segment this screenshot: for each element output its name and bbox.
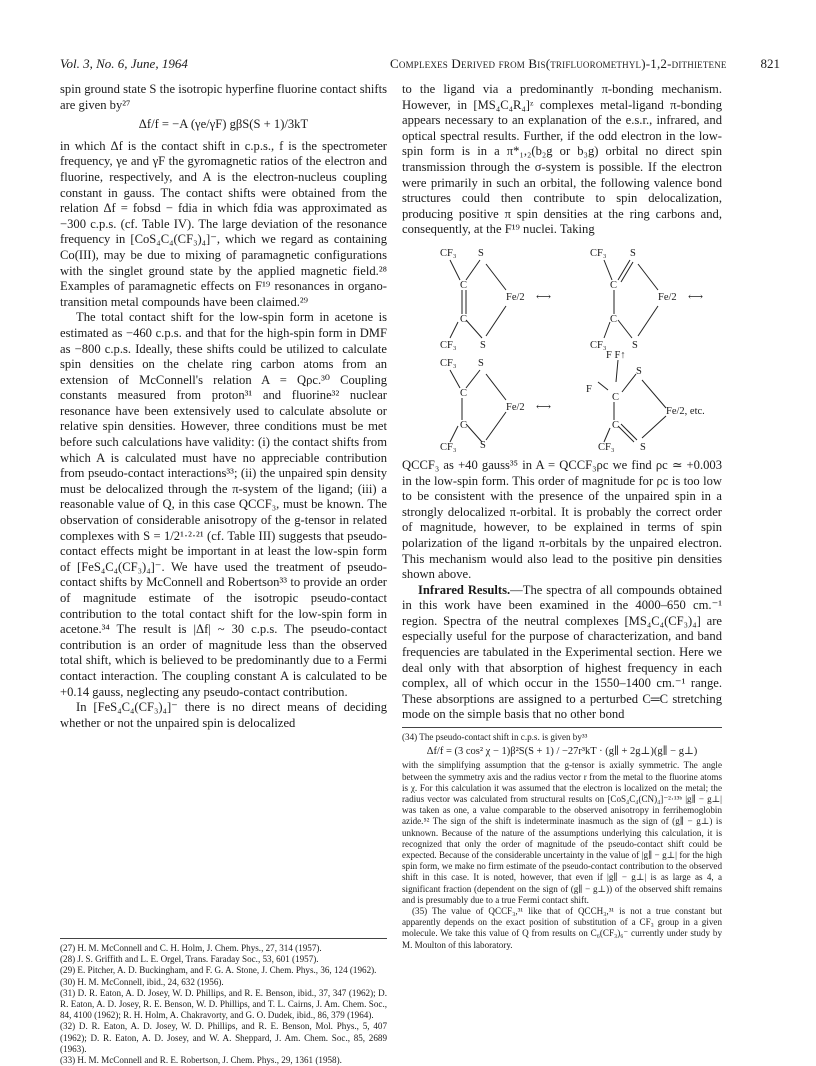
paragraph-body: —The spectra of all compounds obtained in this work have been examined in the 4000–650 cm.⁻¹ region. Spectra of the neutral complexes [MS₄C₄(CF₃)₄] are especially useful for the purpose of characterization, and band frequencies are tabulated in the Experimental section. Here we deal only with that absorption of highest frequency in each complex, all of which occur in the 1550–1400 cm.⁻¹ range. These absorptions are assigned to a perturbed C═C stretching mode on the simple basis that no other bond [402, 582, 722, 722]
resonance-arrow: ⟷ [536, 291, 552, 303]
resonance-arrow: ⟷ [536, 401, 552, 413]
carbon-label: C [612, 391, 620, 403]
paragraph: in which Δf is the contact shift in c.p.s., f is the spectrometer frequency, γe and γF the gyromagnetic ratios of the electron and fluorine, respectively, and A is the electron-nucleus coupling constant in gauss. The contact shifts were obtained from the relation Δf = fobsd − fdia in which fdia was approximated as −300 c.p.s. (cf. Table IV). The large deviation of the resonance frequency in [CoS₄C₄(CF₃)₄]⁻, which we regard as containing Co(III), may be due to mixing of paramagnetic configurations with the singlet ground state by the applied magnetic field.²⁸ Examples of paramagnetic effects on F¹⁹ resonances in organo-transition metal compounds have been claimed.²⁹ [60, 138, 387, 309]
iron-label: Fe/2 [658, 291, 677, 303]
left-column [60, 82, 387, 731]
sulfur-label: S [478, 357, 484, 369]
sulfur-label: S [630, 247, 636, 259]
valence-bond-structures [402, 242, 722, 452]
right-column [402, 82, 722, 951]
reference: (32) D. R. Eaton, A. D. Josey, W. D. Phillips, and R. E. Benson, Mol. Phys., 5, 407 (1962); D. R. Eaton, A. D. Josey, and W. A. Sheppard, J. Am. Chem. Soc., 85, 2689 (1963). [60, 1021, 387, 1054]
reference: (29) E. Pitcher, A. D. Buckingham, and F. G. A. Stone, J. Chem. Phys., 36, 124 (1962). [60, 965, 377, 976]
sulfur-label: S [480, 339, 486, 351]
cf3-label: CF₃ [590, 339, 607, 351]
footnote-34-text: with the simplifying assumption that the g-tensor is axially symmetric. The angle between the symmetry axis and the radius vector r from the metal to the fluorine atoms is χ. For this calculation it was assumed that the electron is localized on the metal; the radius vector was calculated from structural results on [CoS₄C₄(CN)₄]⁻²·¹³ᵇ |g∥ − g⊥| was taken as one, a value comparable to the observed anisotropy in ferrihemoglobin azide.⁵² The sign of the shift is indeterminate inasmuch as the sign of (g∥ − g⊥) is unknown. Because of the nature of the assumptions underlying this calculation, it is recognized that only the order of magnitude of the pseudo-contact shift could be expected. Because of the considerable uncertainty in the value of |g∥ − g⊥| for the high spin form, we make no firm estimate of the pseudo-contact contribution to the observed shift in this case. It is noted, however, that even if |g∥ − g⊥| is as large as 4, a significant fraction (dependent on the sign of (g∥ − g⊥)) of the observed shift remains and is presumably due to a true Fermi contact shift. [402, 760, 722, 905]
paragraph: spin ground state S the isotropic hyperfine fluorine contact shifts are given by²⁷ [60, 82, 387, 112]
paragraph: In [FeS₄C₄(CF₃)₄]⁻ there is no direct means of deciding whether or not the unpaired spin is delocalized [60, 700, 387, 730]
cf3-label: CF₃ [440, 357, 457, 369]
pseudo-contact-equation: Δf/f = (3 cos² χ − 1)β²S(S + 1) / −27r³kT · (g∥ + 2g⊥)(g∥ − g⊥) [426, 746, 698, 758]
paragraph [402, 583, 722, 723]
iron-label: Fe/2 [506, 291, 525, 303]
paragraph: QCCF₃ as +40 gauss³⁵ in A = QCCF₃ρc we find ρc ≃ +0.003 in the low-spin form. This order of magnitude for ρc is too low to be consistent with the presence of the unpaired spin in a strongly delocalized π-orbital. It is probably the correct order of magnitude, however, to be explained in terms of spin polarization of the ligand π-orbitals by the unpaired electron. This mechanism would also lead to the positive pin densities shown above. [402, 457, 722, 582]
reference: (33) H. M. McConnell and R. E. Robertson, J. Chem. Phys., 29, 1361 (1958). [60, 1055, 342, 1066]
reference: (28) J. S. Griffith and L. E. Orgel, Trans. Faraday Soc., 53, 601 (1957). [60, 954, 319, 965]
page-number: 821 [760, 56, 780, 71]
carbon-label: C [460, 313, 468, 325]
references-list [60, 938, 387, 1066]
iron-etc-label: Fe/2, etc. [666, 405, 705, 417]
running-title: Complexes Derived from Bis(trifluoromethyl)-1,2-dithietene [390, 56, 727, 71]
fluorine-labels: F F↑ [606, 349, 626, 361]
cf3-label: CF₃ [590, 247, 607, 259]
sulfur-label: S [632, 339, 638, 351]
sulfur-label: S [478, 247, 484, 259]
fluorine-label: F [586, 383, 592, 395]
sulfur-label: S [640, 441, 646, 453]
footnote-34-intro: (34) The pseudo-contact shift in c.p.s. is given by³³ [402, 732, 588, 743]
cf3-label: CF₃ [440, 339, 457, 351]
carbon-label: C [460, 419, 468, 431]
footnotes [402, 727, 722, 951]
carbon-label: C [610, 313, 618, 325]
carbon-label: C [612, 419, 620, 431]
cf3-label: CF₃ [440, 441, 457, 453]
paragraph: The total contact shift for the low-spin form in acetone is estimated as −460 c.p.s. and that for the high-spin form in DMF as −800 c.p.s. Ideally, these shifts could be utilized to calculate spin densities on the chelate ring carbon atoms from an extension of McConnell's relation A = Qρc.³⁰ Coupling constants measured from proton³¹ and fluorine³² nuclear resonance have been extensively used to calculate absolute or relative spin densities. However, three conditions must be met before such calculations have validity: (i) the contact shifts from which A is calculated must have no appreciable contribution from pseudo-contact interactions³³; (ii) the unpaired spin density must be delocalized through the π-system of the ligand; (iii) a reasonable value of Q, in this case QCCF₃, must be known. The observation of considerable anisotropy of the g-tensor in related complexes with S = 1/2¹·²·²¹ (cf. Table III) suggests that pseudo-contact effects might be important in at least the low-spin form of [FeS₄C₄(CF₃)₄]⁻. We have used the treatment of pseudo-contact shifts by McConnell and Robertson³³ to provide an order of magnitude estimate of the isotropic pseudo-contact contribution to the total contact shift for the low-spin form in acetone.³⁴ The result is |Δf| ~ 30 c.p.s. The pseudo-contact contribution is an order of magnitude less than the observed total shift, which is believed to be predominantly due to a Fermi contact interaction. The coupling constant A is calculated to be +0.14 gauss, neglecting any pseudo-contact contribution. [60, 310, 387, 699]
journal-volume-info: Vol. 3, No. 6, June, 1964 [60, 56, 188, 71]
reference: (27) H. M. McConnell and C. H. Holm, J. Chem. Phys., 27, 314 (1957). [60, 943, 322, 953]
carbon-label: C [460, 387, 468, 399]
sulfur-label: S [636, 365, 642, 377]
contact-shift-equation: Δf/f = −A (γe/γF) gβS(S + 1)/3kT [138, 117, 309, 132]
paragraph: to the ligand via a predominantly π-bonding mechanism. However, in [MS₄C₄R₄]ᶻ complexes metal-ligand π-bonding appears necessary to an explanation of the e.s.r., infrared, and optical spectral results. Further, if the odd electron in the low-spin form is in a π*₁,₂(b₂g or b₃g) orbital no direct spin transmission through the σ-system is possible. If the electron were primarily in such an orbital, the following valence bond structures could then contribute to spin delocalization, producing positive π spin densities at the ring carbons and, consequently, at the F¹⁹ nuclei. Taking [402, 82, 722, 237]
running-header [60, 56, 780, 72]
section-heading: Infrared Results. [418, 582, 511, 597]
resonance-arrow: ⟷ [688, 291, 704, 303]
footnote-35: (35) The value of QCCF₃,³¹ like that of QCCH₃,³¹ is not a true constant but apparently depends on the exact position of substitution of a CF₃ group in a given molecule. We take this value of Q from results on C₆(CF₃)₆⁻ currently under study by M. Moulton of this laboratory. [402, 906, 722, 950]
carbon-label: C [610, 279, 618, 291]
cf3-label: CF₃ [440, 247, 457, 259]
cf3-label: CF₃ [598, 441, 615, 453]
reference: (31) D. R. Eaton, A. D. Josey, W. D. Phillips, and R. E. Benson, ibid., 37, 347 (1962); D. R. Eaton, A. D. Josey, R. E. Benson, W. D. Phillips, and T. L. Cairns, J. Am. Chem. Soc., 84, 4100 (1962); R. H. Holm, A. Chakravorty, and G. O. Dudek, ibid., 86, 379 (1964). [60, 987, 387, 1021]
sulfur-label: S [480, 439, 486, 451]
carbon-label: C [460, 279, 468, 291]
iron-label: Fe/2 [506, 401, 525, 413]
reference: (30) H. M. McConnell, ibid., 24, 632 (1956). [60, 976, 224, 987]
